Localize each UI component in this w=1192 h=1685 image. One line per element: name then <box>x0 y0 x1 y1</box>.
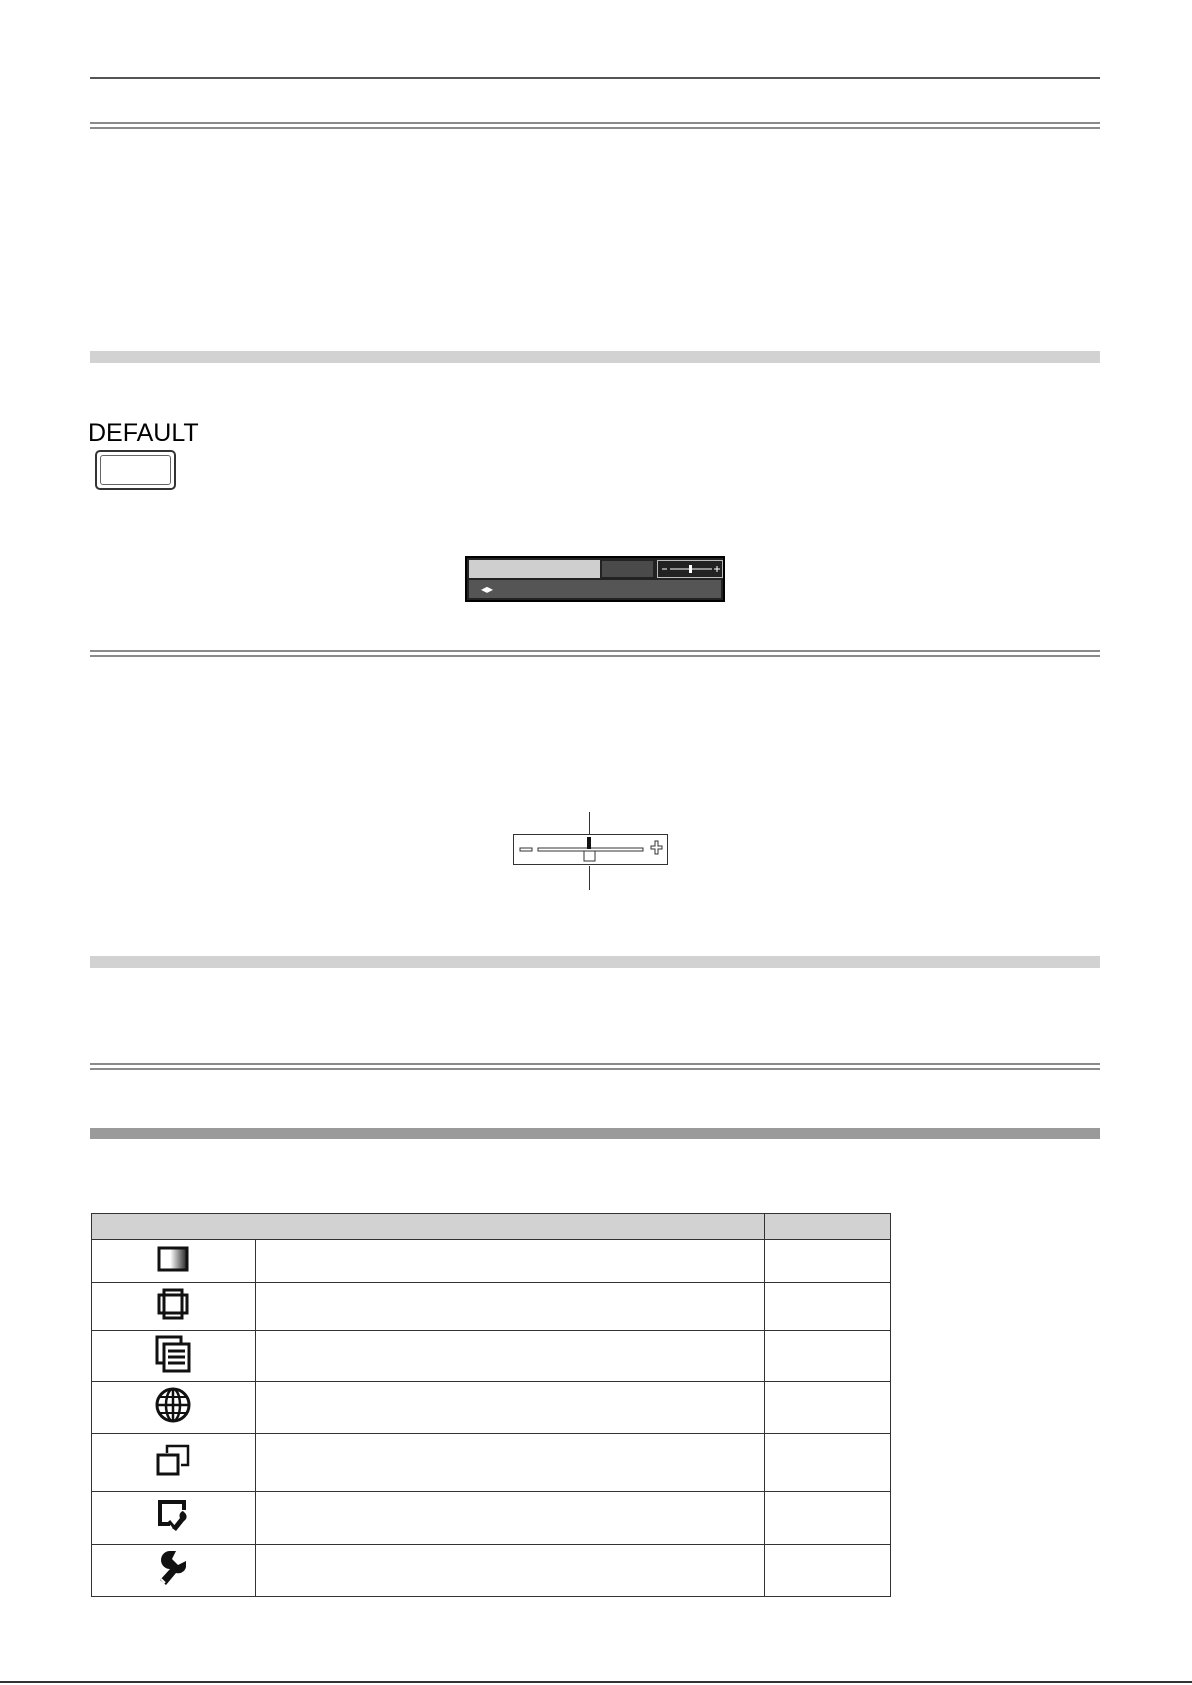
advanced-menu-icon <box>155 1335 191 1373</box>
page-cell <box>765 1545 891 1597</box>
page-cell <box>765 1240 891 1283</box>
description-cell <box>255 1382 765 1434</box>
page-cell <box>765 1434 891 1492</box>
slider-callout-line-bottom <box>589 866 590 890</box>
table-row <box>92 1331 891 1382</box>
table-header-row <box>92 1214 891 1240</box>
osd-guide-row <box>469 580 721 598</box>
osd-item-row <box>469 560 721 578</box>
description-cell <box>255 1545 765 1597</box>
header-rule <box>90 77 1100 79</box>
security-wrench-icon <box>157 1549 189 1587</box>
table-row <box>92 1492 891 1545</box>
description-cell <box>255 1492 765 1545</box>
display-option-icon <box>155 1443 191 1477</box>
menu-table <box>91 1213 891 1597</box>
subsection-bar-2 <box>90 956 1100 968</box>
description-cell <box>255 1283 765 1331</box>
projector-setup-icon <box>155 1497 191 1535</box>
osd-slider-graphic <box>658 561 722 577</box>
icon-cell <box>92 1434 256 1492</box>
slider-diagram-graphic <box>514 835 667 864</box>
table-row <box>92 1382 891 1434</box>
footer-rule <box>0 1681 1192 1683</box>
icon-cell <box>92 1331 256 1382</box>
section-rule-2 <box>90 650 1100 657</box>
description-cell <box>255 1240 765 1283</box>
description-cell <box>255 1434 765 1492</box>
osd-item-label <box>469 560 600 578</box>
page-cell <box>765 1283 891 1331</box>
osd-item-value <box>602 561 653 577</box>
section-rule-3 <box>90 1063 1100 1070</box>
table-row <box>92 1283 891 1331</box>
osd-item-slider <box>657 560 723 578</box>
icon-cell <box>92 1545 256 1597</box>
language-globe-icon <box>154 1386 192 1424</box>
page-cell <box>765 1382 891 1434</box>
table-row <box>92 1434 891 1492</box>
table-row <box>92 1240 891 1283</box>
default-button-label: DEFAULT <box>88 419 199 447</box>
icon-cell <box>92 1492 256 1545</box>
slider-diagram <box>513 834 668 865</box>
page-cell <box>765 1492 891 1545</box>
icon-cell <box>92 1283 256 1331</box>
icon-cell <box>92 1382 256 1434</box>
description-cell <box>255 1331 765 1382</box>
section-rule-1 <box>90 122 1100 129</box>
picture-gradient-icon <box>156 1245 190 1273</box>
position-frame-icon <box>156 1287 190 1321</box>
osd-adjust-panel <box>465 556 725 602</box>
default-button[interactable] <box>95 450 176 490</box>
subsection-bar-1 <box>90 351 1100 363</box>
icon-cell <box>92 1240 256 1283</box>
table-row <box>92 1545 891 1597</box>
slider-callout-line-top <box>589 812 590 836</box>
page-cell <box>765 1331 891 1382</box>
left-right-arrow-icon: ◂▸ <box>481 582 494 596</box>
section-bar-dark <box>90 1128 1100 1139</box>
table-header-cell <box>92 1214 765 1240</box>
table-header-cell <box>765 1214 891 1240</box>
